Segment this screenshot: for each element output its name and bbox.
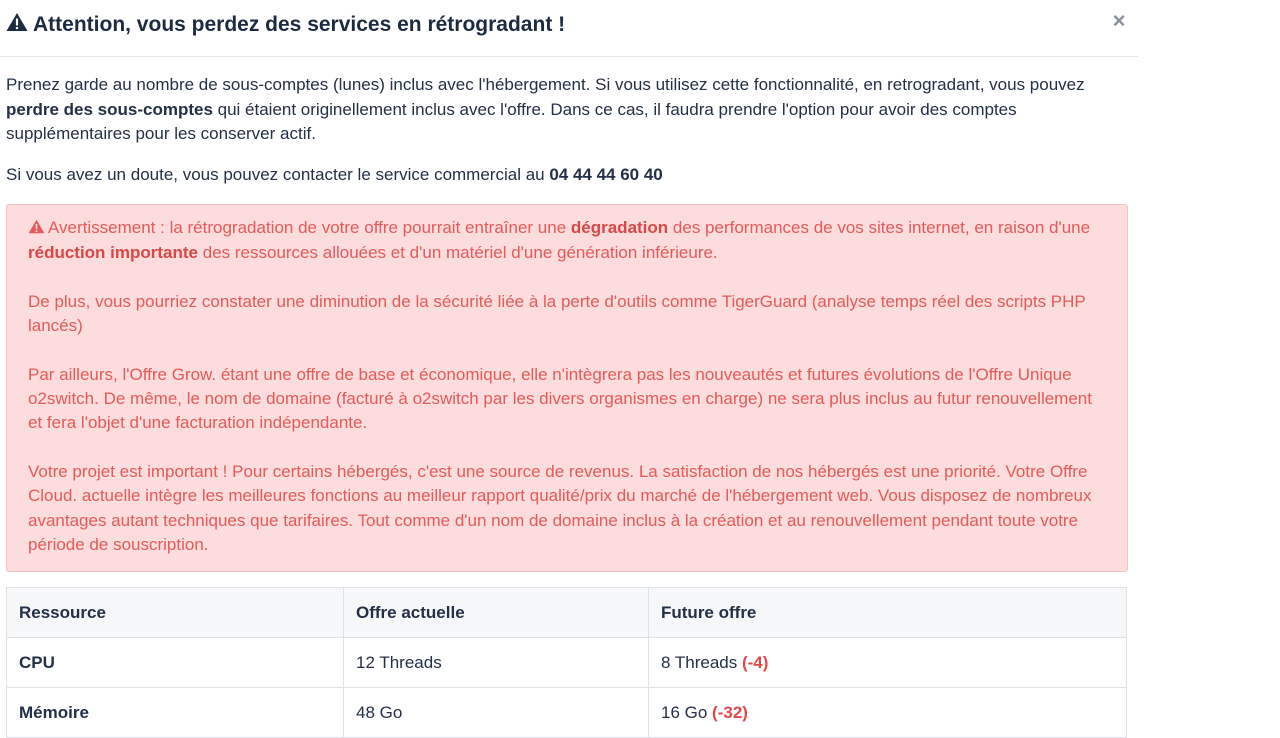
contact-text xyxy=(6,163,663,187)
row-future-value: 16 Go xyxy=(661,702,708,722)
alert-p1-c: des performances de vos sites internet, en raison d'une xyxy=(668,218,1091,237)
table-row xyxy=(7,638,1127,688)
row-current: 12 Threads xyxy=(344,638,649,688)
table-header-row xyxy=(7,588,1127,638)
alert-p1-a: Avertissement : la rétrogradation de votre offre pourrait entraîner une xyxy=(48,218,571,237)
row-future xyxy=(649,638,1127,688)
row-resource: CPU xyxy=(7,638,344,688)
row-resource: Mémoire xyxy=(7,688,344,738)
warning-alert xyxy=(6,204,1128,572)
contact-label: Si vous avez un doute, vous pouvez contacter le service commercial au xyxy=(6,165,550,184)
intro-part1: Prenez garde au nombre de sous-comptes (lunes) inclus avec l'hébergement. Si vous utilisez cette fonctionnalité, en retrogradant, vous pouvez xyxy=(6,75,1085,94)
modal-header xyxy=(0,0,1138,57)
alert-p1-b: dégradation xyxy=(570,218,669,237)
header-current-offer: Offre actuelle xyxy=(344,588,649,638)
intro-part2: qui étaient originellement inclus avec l'offre. Dans ce cas, il faudra prendre l'option pour avoir des comptes supplémentaires pour les conserver actif. xyxy=(6,99,1017,143)
warning-triangle-icon xyxy=(28,217,45,241)
alert-p1-e: des ressources allouées et d'un matériel d'une génération inférieure. xyxy=(198,243,718,263)
alert-paragraph-3: Par ailleurs, l'Offre Grow. étant une offre de base et économique, elle n'intègrera pas les nouveautés et futures évolutions de l'Offre Unique o2switch. De même, le nom de domaine (facturé à o2switch par les divers organismes en charge) ne sera plus inclus au futur renouvellement et fera l'objet d'une facturation indépendante. xyxy=(28,364,1092,433)
row-current: 48 Go xyxy=(344,688,649,738)
row-delta: (-4) xyxy=(741,652,769,672)
resource-comparison-table xyxy=(6,587,1127,738)
table-row xyxy=(7,688,1127,738)
header-future-offer: Future offre xyxy=(649,588,1127,638)
alert-paragraph-2: De plus, vous pourriez constater une diminution de la sécurité liée à la perte d'outils comme TigerGuard (analyse temps réel des scripts PHP lancés) xyxy=(28,291,1086,336)
header-resource: Ressource xyxy=(7,588,344,638)
alert-paragraph-4: Votre projet est important ! Pour certains hébergés, c'est une source de revenus. La satisfaction de nos hébergés est une priorité. Votre Offre Cloud. actuelle intègre les meilleures fonctions au meilleur rapport qualité/prix du marché de l'hébergement web. Vous disposez de nombreux avantages autant techniques que tarifaires. Tout comme d'un nom de domaine inclus à la création et au renouvellement pendant toute votre période de souscription. xyxy=(28,461,1092,554)
contact-phone: 04 44 44 60 40 xyxy=(549,165,663,184)
row-delta: (-32) xyxy=(712,702,748,722)
intro-text xyxy=(6,73,1126,147)
modal-title-text: Attention, vous perdez des services en rétrogradant ! xyxy=(33,13,566,36)
warning-triangle-icon xyxy=(6,12,28,38)
close-icon[interactable]: × xyxy=(1112,8,1126,33)
row-future-value: 8 Threads xyxy=(661,652,738,672)
alert-paragraph-1 xyxy=(28,216,1106,266)
alert-p1-d: réduction importante xyxy=(28,243,199,263)
row-future xyxy=(649,688,1127,738)
modal-title xyxy=(6,12,565,38)
intro-strong: perdre des sous-comptes xyxy=(6,99,213,119)
